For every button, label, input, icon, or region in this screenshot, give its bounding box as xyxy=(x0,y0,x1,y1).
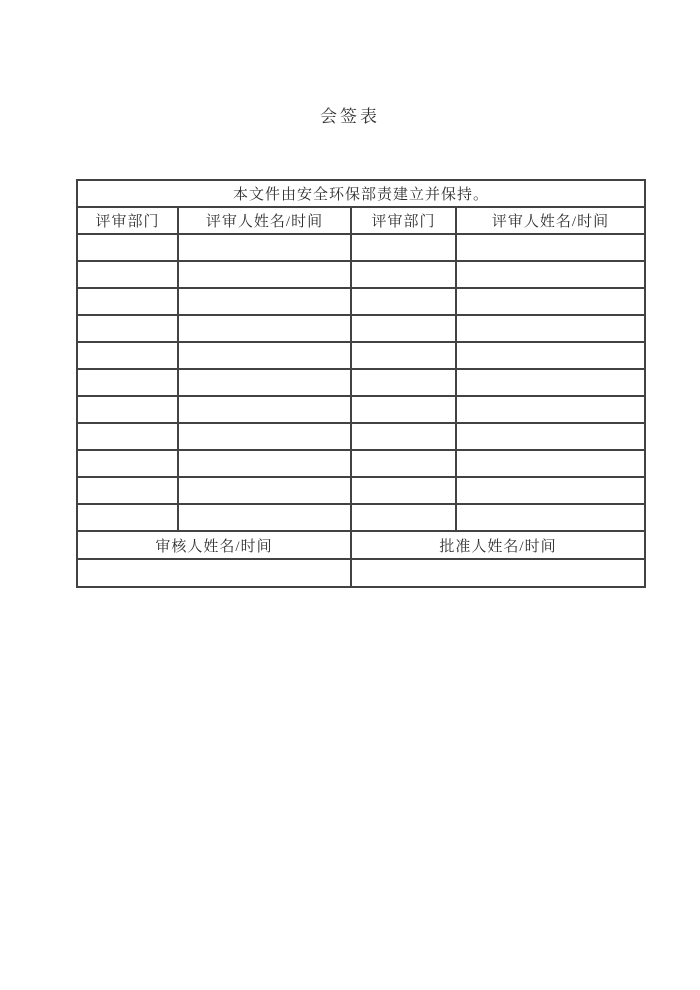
empty-cell xyxy=(178,423,351,450)
empty-cell xyxy=(178,288,351,315)
empty-cell xyxy=(77,477,178,504)
empty-cell xyxy=(178,234,351,261)
countersign-table-body xyxy=(77,180,645,587)
empty-cell xyxy=(351,504,456,531)
page-title: 会签表 xyxy=(320,107,380,126)
header-row xyxy=(77,207,645,234)
empty-cell xyxy=(456,423,645,450)
empty-review-row xyxy=(77,288,645,315)
empty-cell xyxy=(351,369,456,396)
empty-cell xyxy=(178,396,351,423)
empty-cell xyxy=(351,234,456,261)
reviewer-signature-cell xyxy=(77,559,351,587)
header-cell-review-dept-right: 评审部门 xyxy=(351,207,456,234)
note-row xyxy=(77,180,645,207)
empty-cell xyxy=(351,342,456,369)
empty-review-row xyxy=(77,234,645,261)
empty-review-row xyxy=(77,342,645,369)
empty-cell xyxy=(178,315,351,342)
empty-cell xyxy=(351,261,456,288)
empty-review-row xyxy=(77,261,645,288)
empty-cell xyxy=(456,234,645,261)
empty-cell xyxy=(351,423,456,450)
empty-cell xyxy=(178,342,351,369)
empty-cell xyxy=(77,342,178,369)
countersign-table xyxy=(76,179,646,588)
empty-review-row xyxy=(77,477,645,504)
empty-cell xyxy=(77,315,178,342)
empty-cell xyxy=(77,450,178,477)
empty-cell xyxy=(178,261,351,288)
empty-cell xyxy=(77,396,178,423)
approver-label-cell: 批准人姓名/时间 xyxy=(351,531,645,559)
header-cell-reviewer-name-time-right: 评审人姓名/时间 xyxy=(456,207,645,234)
signature-row xyxy=(77,559,645,587)
empty-cell xyxy=(351,477,456,504)
empty-cell xyxy=(77,504,178,531)
empty-review-row xyxy=(77,369,645,396)
empty-cell xyxy=(456,261,645,288)
empty-cell xyxy=(77,288,178,315)
empty-cell xyxy=(456,396,645,423)
empty-cell xyxy=(77,234,178,261)
note-cell: 本文件由安全环保部责建立并保持。 xyxy=(77,180,645,207)
empty-cell xyxy=(456,288,645,315)
empty-cell xyxy=(77,369,178,396)
empty-cell xyxy=(456,369,645,396)
header-cell-review-dept-left: 评审部门 xyxy=(77,207,178,234)
empty-cell xyxy=(456,342,645,369)
empty-cell xyxy=(351,396,456,423)
empty-cell xyxy=(456,450,645,477)
empty-cell xyxy=(456,315,645,342)
reviewer-label-cell: 审核人姓名/时间 xyxy=(77,531,351,559)
empty-cell xyxy=(77,423,178,450)
empty-cell xyxy=(178,450,351,477)
header-cell-reviewer-name-time-left: 评审人姓名/时间 xyxy=(178,207,351,234)
empty-cell xyxy=(77,261,178,288)
footer-label-row xyxy=(77,531,645,559)
empty-cell xyxy=(178,504,351,531)
empty-cell xyxy=(351,288,456,315)
empty-cell xyxy=(351,315,456,342)
empty-cell xyxy=(178,369,351,396)
empty-cell xyxy=(456,477,645,504)
empty-review-row xyxy=(77,504,645,531)
empty-review-row xyxy=(77,315,645,342)
empty-cell xyxy=(351,450,456,477)
approver-signature-cell xyxy=(351,559,645,587)
empty-cell xyxy=(456,504,645,531)
empty-review-row xyxy=(77,396,645,423)
empty-review-row xyxy=(77,450,645,477)
empty-review-row xyxy=(77,423,645,450)
empty-cell xyxy=(178,477,351,504)
